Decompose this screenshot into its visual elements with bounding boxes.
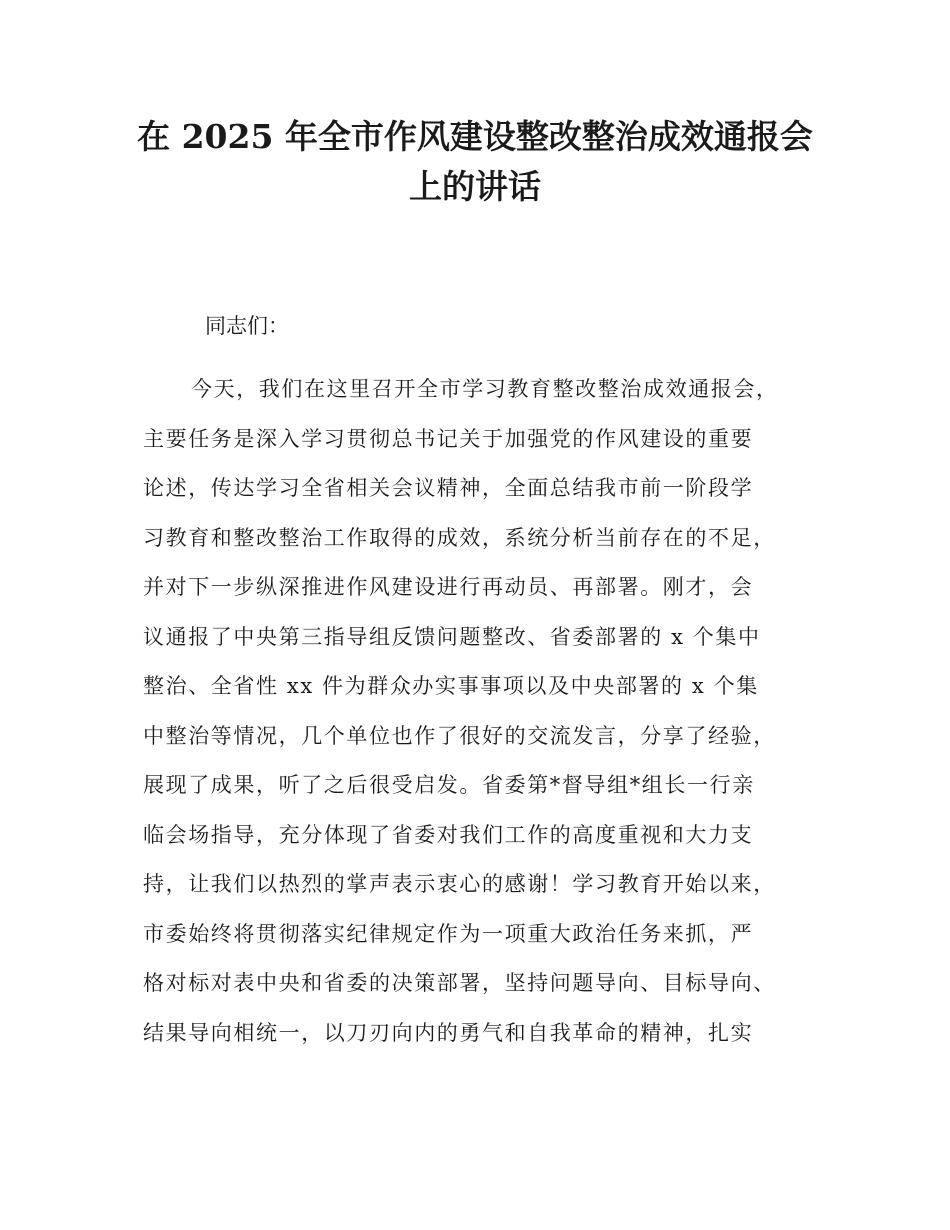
title-line-1: 在 2025 年全市作风建设整改整治成效通报会 [137, 117, 813, 156]
body-line: 议通报了中央第三指导组反馈问题整改、省委部署的 x 个集中 [143, 624, 761, 649]
document-title [100, 112, 850, 212]
body-line: 论述，传达学习全省相关会议精神，全面总结我市前一阶段学 [143, 476, 754, 500]
body-line: 今天，我们在这里召开全市学习教育整改整治成效通报会， [191, 377, 779, 401]
body-line: 并对下一步纵深推进作风建设进行再动员、再部署。刚才，会 [143, 575, 754, 599]
body-line: 持，让我们以热烈的掌声表示衷心的感谢！学习教育开始以来， [143, 872, 776, 896]
body-line: 临会场指导，充分体现了省委对我们工作的高度重视和大力支 [143, 822, 754, 847]
body-line: 结果导向相统一，以刀刃向内的勇气和自我革命的精神，扎实 [143, 1020, 754, 1045]
title-line-2: 上的讲话 [409, 167, 541, 206]
body-line: 习教育和整改整治工作取得的成效，系统分析当前存在的不足， [143, 525, 776, 550]
body-line: 展现了成果，听了之后很受启发。省委第*督导组*组长一行亲 [143, 773, 755, 797]
body-line: 主要任务是深入学习贯彻总书记关于加强党的作风建设的重要 [143, 426, 754, 451]
body-paragraph [143, 365, 843, 1058]
body-line: 格对标对表中央和省委的决策部署，坚持问题导向、目标导向、 [143, 971, 776, 995]
body-line: 整治、全省性 xx 件为群众办实事事项以及中央部署的 x 个集 [143, 674, 759, 698]
body-line: 中整治等情况，几个单位也作了很好的交流发言，分享了经验， [143, 723, 776, 748]
salutation: 同志们： [205, 314, 289, 338]
body-line: 市委始终将贯彻落实纪律规定作为一项重大政治任务来抓，严 [143, 921, 754, 946]
